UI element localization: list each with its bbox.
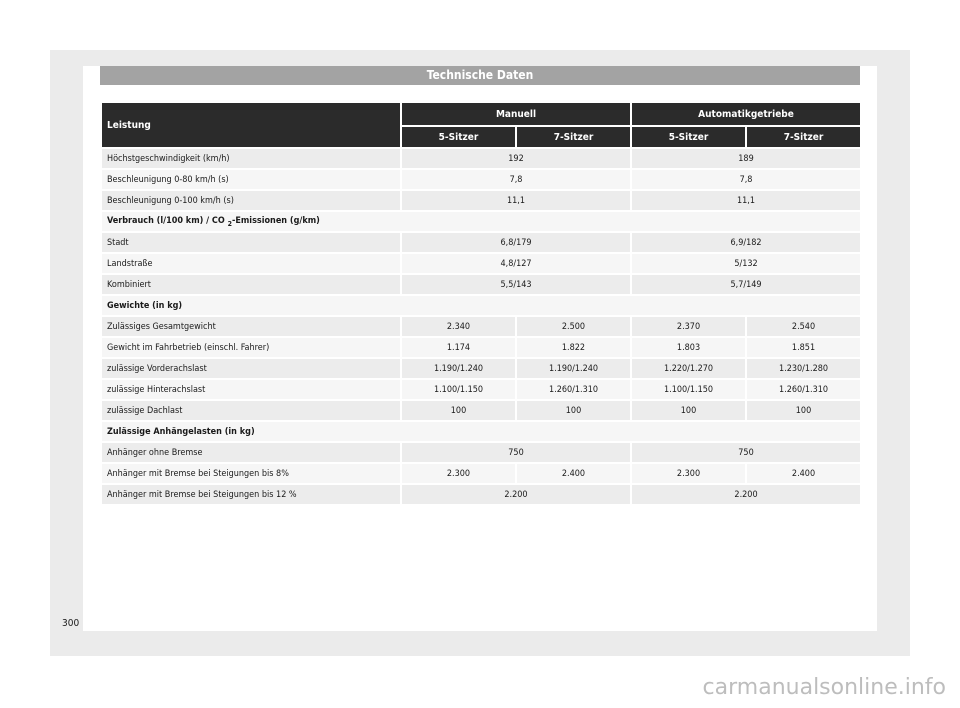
specs-table <box>100 101 862 506</box>
row-value: 1.230/1.280 <box>746 358 861 379</box>
row-value: 1.851 <box>746 337 861 358</box>
row-value: 1.190/1.240 <box>516 358 631 379</box>
table-body <box>101 148 861 505</box>
section-title: Technische Daten <box>100 66 860 85</box>
row-label: Zulässiges Gesamtgewicht <box>101 316 401 337</box>
row-value: 11,1 <box>631 190 861 211</box>
row-value: 750 <box>401 442 631 463</box>
row-value: 2.340 <box>401 316 516 337</box>
subheader-manuell-5: 5-Sitzer <box>401 126 516 148</box>
row-value: 6,8/179 <box>401 232 631 253</box>
row-value: 1.822 <box>516 337 631 358</box>
row-label: zulässige Dachlast <box>101 400 401 421</box>
subheader-manuell-7: 7-Sitzer <box>516 126 631 148</box>
row-label: Landstraße <box>101 253 401 274</box>
table-row <box>101 148 861 169</box>
page-number: 300 <box>62 618 80 629</box>
header-manuell: Manuell <box>401 102 631 126</box>
row-value: 1.174 <box>401 337 516 358</box>
row-value: 2.540 <box>746 316 861 337</box>
table-row <box>101 253 861 274</box>
row-label: Stadt <box>101 232 401 253</box>
row-label: Beschleunigung 0-100 km/h (s) <box>101 190 401 211</box>
table-row <box>101 316 861 337</box>
row-value: 2.400 <box>746 463 861 484</box>
header-automatik: Automatikgetriebe <box>631 102 861 126</box>
table-row <box>101 190 861 211</box>
row-value: 2.300 <box>631 463 746 484</box>
table-section-row <box>101 421 861 442</box>
watermark: carmanualsonline.info <box>702 675 946 700</box>
table-row <box>101 400 861 421</box>
row-label: Beschleunigung 0-80 km/h (s) <box>101 169 401 190</box>
row-value: 1.260/1.310 <box>746 379 861 400</box>
row-label: Anhänger ohne Bremse <box>101 442 401 463</box>
row-value: 1.100/1.150 <box>401 379 516 400</box>
row-value: 1.803 <box>631 337 746 358</box>
row-value: 2.200 <box>401 484 631 505</box>
row-value: 1.260/1.310 <box>516 379 631 400</box>
row-value: 6,9/182 <box>631 232 861 253</box>
table-row <box>101 169 861 190</box>
row-value: 1.100/1.150 <box>631 379 746 400</box>
row-value: 100 <box>516 400 631 421</box>
table-row <box>101 442 861 463</box>
subheader-automatik-7: 7-Sitzer <box>746 126 861 148</box>
row-value: 2.200 <box>631 484 861 505</box>
table-row <box>101 274 861 295</box>
row-value: 7,8 <box>631 169 861 190</box>
row-label: Kombiniert <box>101 274 401 295</box>
subheader-automatik-5: 5-Sitzer <box>631 126 746 148</box>
table-row <box>101 379 861 400</box>
row-label: Anhänger mit Bremse bei Steigungen bis 12 % <box>101 484 401 505</box>
row-value: 1.220/1.270 <box>631 358 746 379</box>
row-label: Gewicht im Fahrbetrieb (einschl. Fahrer) <box>101 337 401 358</box>
row-label: Anhänger mit Bremse bei Steigungen bis 8% <box>101 463 401 484</box>
table-section-row <box>101 295 861 316</box>
row-label: zulässige Vorderachslast <box>101 358 401 379</box>
row-value: 2.500 <box>516 316 631 337</box>
row-value: 100 <box>401 400 516 421</box>
table-header-row <box>101 102 861 126</box>
table-row <box>101 232 861 253</box>
row-value: 2.400 <box>516 463 631 484</box>
table-row <box>101 484 861 505</box>
row-value: 5,7/149 <box>631 274 861 295</box>
row-value: 2.370 <box>631 316 746 337</box>
table-row <box>101 463 861 484</box>
row-label: Höchstgeschwindigkeit (km/h) <box>101 148 401 169</box>
row-value: 1.190/1.240 <box>401 358 516 379</box>
row-value: 2.300 <box>401 463 516 484</box>
row-value: 189 <box>631 148 861 169</box>
row-label: Zulässige Anhängelasten (in kg) <box>101 421 861 442</box>
row-label: zulässige Hinterachslast <box>101 379 401 400</box>
table-section-row <box>101 211 861 232</box>
row-label: Gewichte (in kg) <box>101 295 861 316</box>
row-value: 11,1 <box>401 190 631 211</box>
row-value: 100 <box>631 400 746 421</box>
row-value: 750 <box>631 442 861 463</box>
header-leistung: Leistung <box>101 102 401 148</box>
row-value: 4,8/127 <box>401 253 631 274</box>
table-row <box>101 337 861 358</box>
row-value: 5/132 <box>631 253 861 274</box>
row-value: 7,8 <box>401 169 631 190</box>
row-value: 100 <box>746 400 861 421</box>
table-row <box>101 358 861 379</box>
row-value: 5,5/143 <box>401 274 631 295</box>
row-value: 192 <box>401 148 631 169</box>
row-label: Verbrauch (l/100 km) / CO $_2$-Emissionen (g/km) <box>101 211 861 232</box>
